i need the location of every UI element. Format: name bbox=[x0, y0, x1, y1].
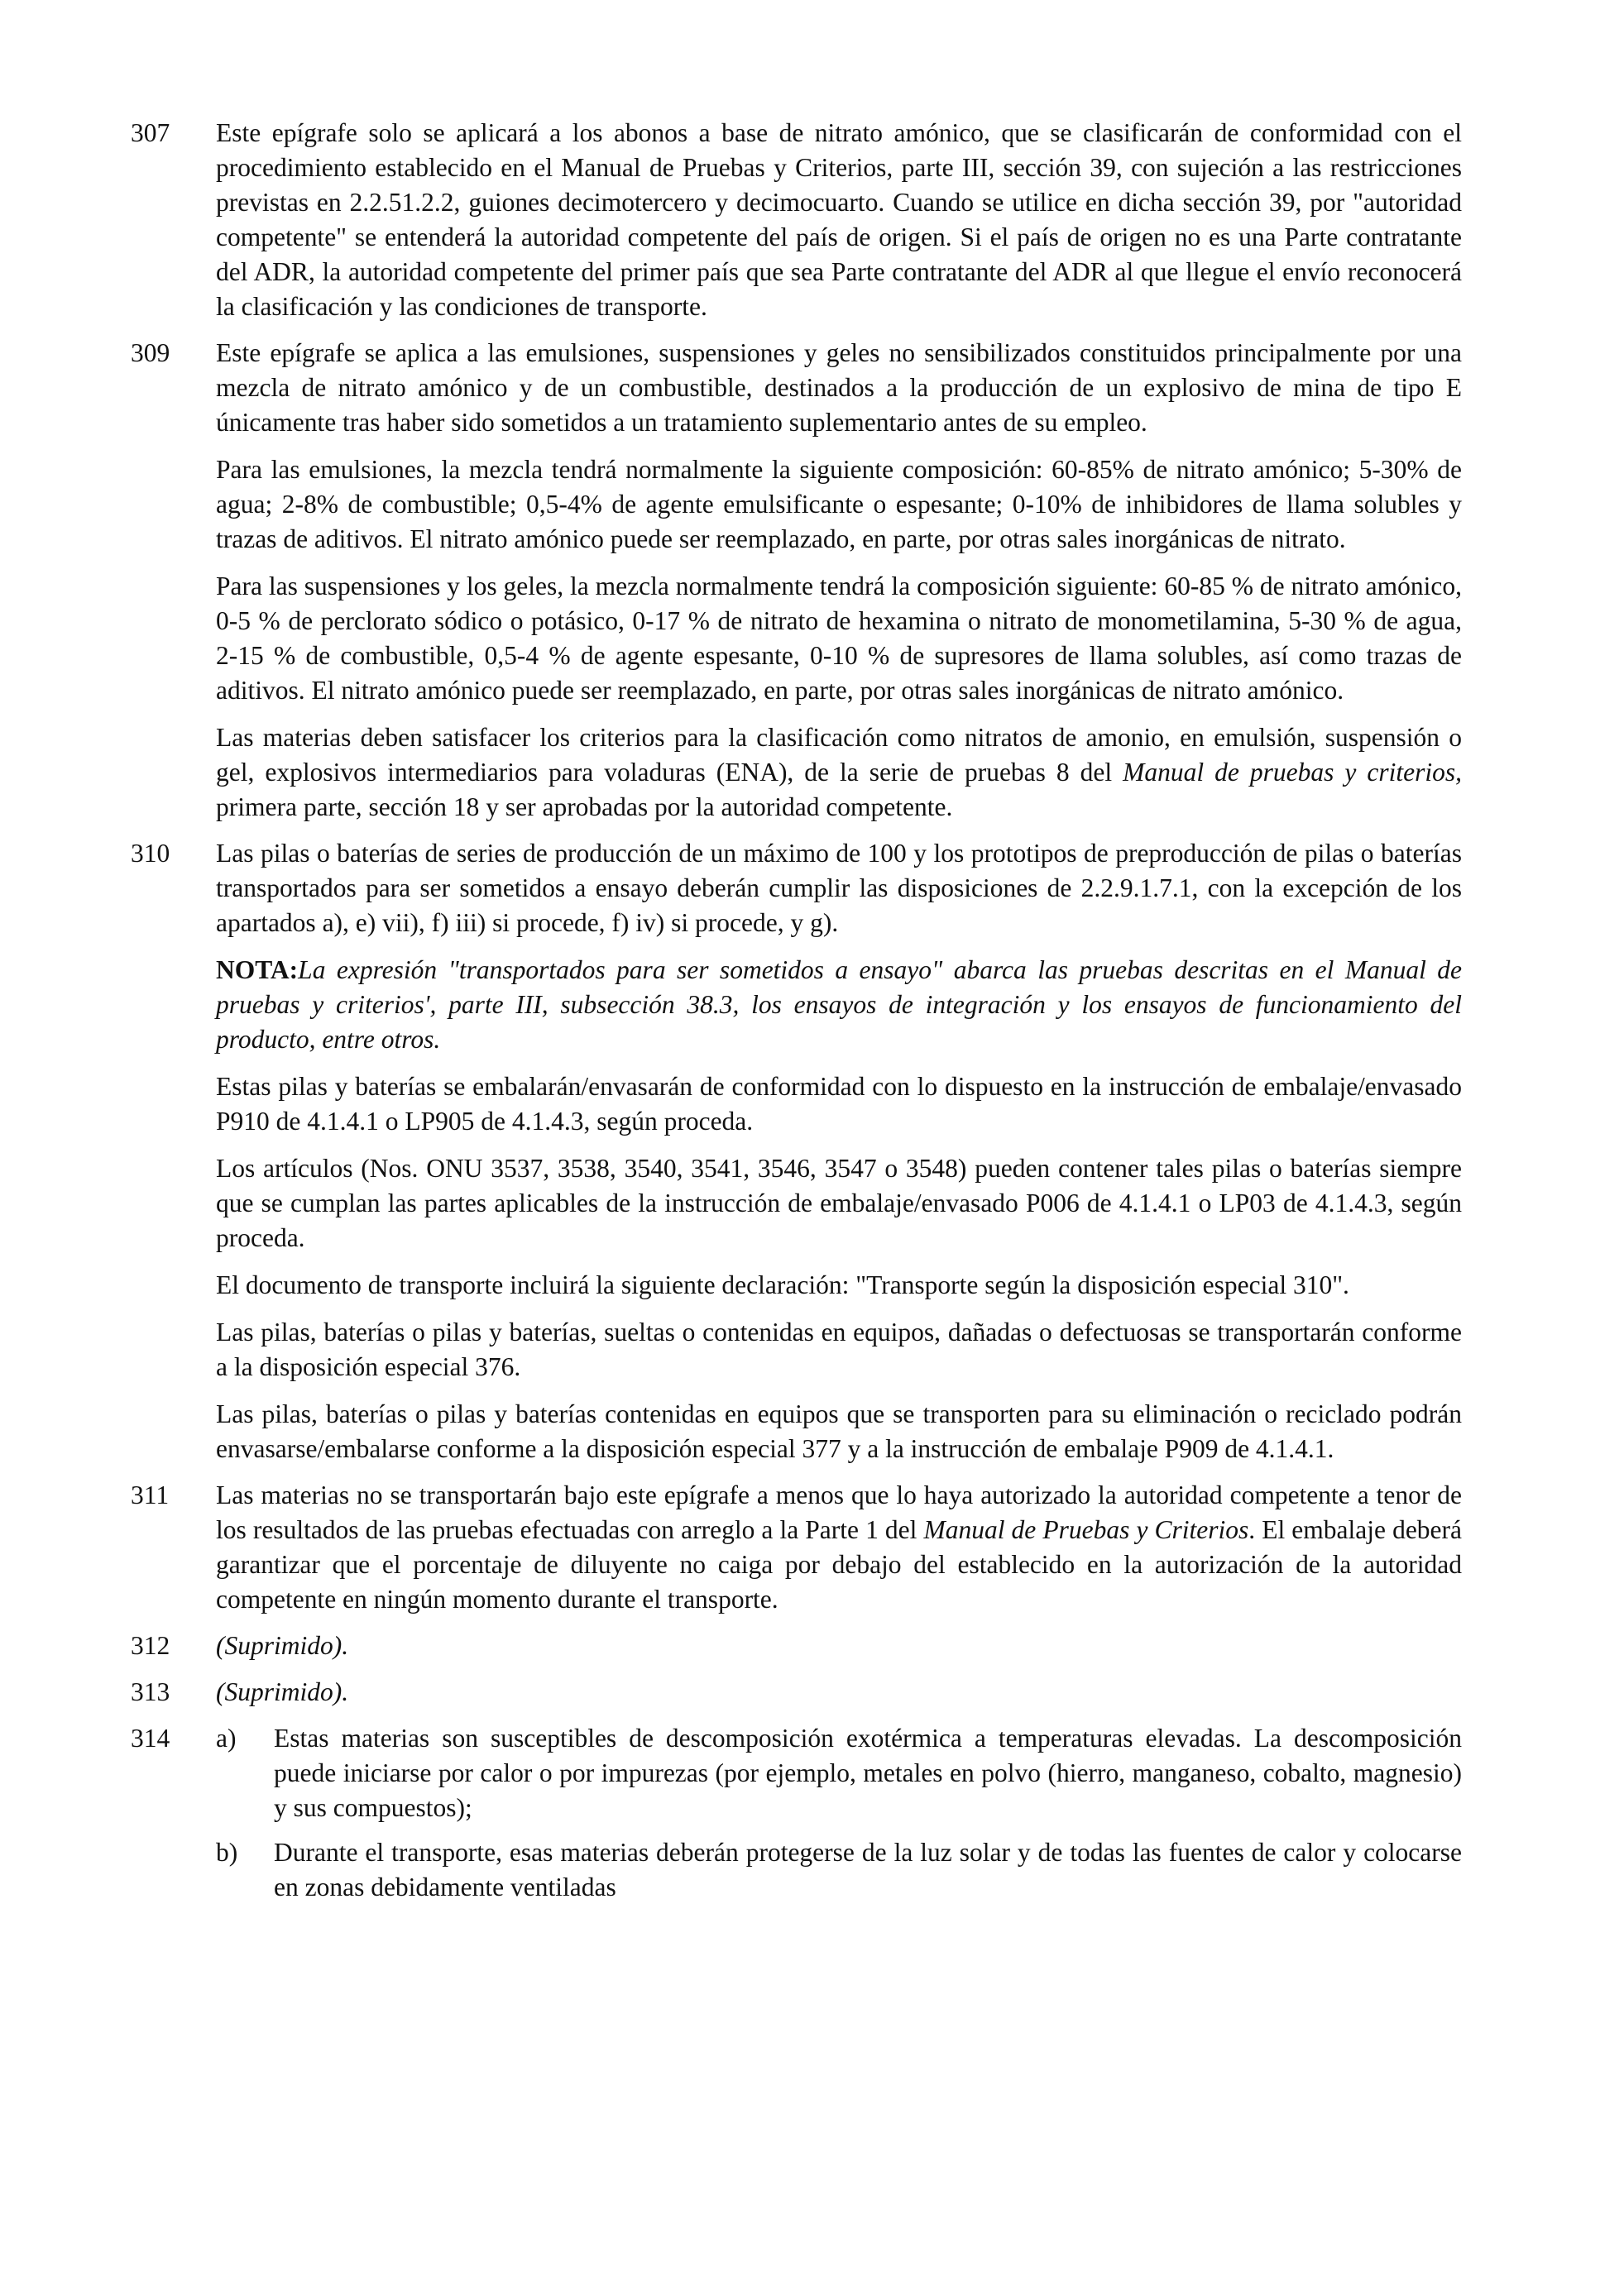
provision-number: 313 bbox=[131, 1677, 170, 1706]
provision-310 bbox=[131, 836, 1462, 1466]
manual-title: Manual de Pruebas y Criterios bbox=[923, 1515, 1249, 1544]
text-run: . El embalaje deberá garantizar que el porcentaje de diluyente no caiga por debajo del establecido en la autorización de la autoridad competente en ningún momento durante el transporte. bbox=[216, 1515, 1463, 1614]
paragraph: Este epígrafe solo se aplicará a los abonos a base de nitrato amónico, que se clasificarán de conformidad con el procedimiento establecido en el Manual de Pruebas y Criterios, parte III, sección 39, con sujeción a las restricciones previstas en 2.2.51.2.2, guiones decimotercero y decimocuarto. Cuando se utilice en dicha sección 39, por "autoridad competente" se entenderá la autoridad competente del país de origen. Si el país de origen no es una Parte contratante del ADR, la autoridad competente del primer país que sea Parte contratante del ADR al que llegue el envío reconocerá la clasificación y las condiciones de transporte. bbox=[216, 118, 1462, 321]
provision-313 bbox=[131, 1675, 1462, 1710]
subitem-label: a) bbox=[216, 1724, 237, 1753]
provision-number: 307 bbox=[131, 118, 170, 147]
provision-312 bbox=[131, 1629, 1462, 1663]
paragraph bbox=[216, 1478, 1462, 1617]
provision-number: 310 bbox=[131, 839, 170, 868]
text-run: Las materias no se transportarán bajo este epígrafe a menos que lo haya autorizado la autoridad competente a tenor de los resultados de las pruebas efectuadas con arreglo a la Parte 1 del bbox=[216, 1480, 1462, 1544]
paragraph: Las pilas o baterías de series de producción de un máximo de 100 y los prototipos de preproducción de pilas o baterías transportados para ser sometidos a ensayo deberán cumplir las disposiciones de 2.2.9.1.7.1, con la excepción de los apartados a), e) vii), f) iii) si procede, f) iv) si procede, y g). bbox=[216, 839, 1462, 937]
paragraph: Las pilas, baterías o pilas y baterías contenidas en equipos que se transporten para su eliminación o reciclado podrán envasarse/embalarse conforme a la disposición especial 377 y a la instrucción de embalaje P909 de 4.1.4.1. bbox=[216, 1399, 1462, 1463]
subitem-b bbox=[216, 1835, 1462, 1905]
subitem-label: b) bbox=[216, 1838, 238, 1867]
deleted-text: (Suprimido). bbox=[216, 1677, 349, 1706]
provision-309 bbox=[131, 336, 1462, 825]
paragraph: Las pilas, baterías o pilas y baterías, sueltas o contenidas en equipos, dañadas o defectuosas se transportarán conforme a la disposición especial 376. bbox=[216, 1318, 1462, 1381]
provision-314 bbox=[131, 1721, 1462, 1915]
subitem-text: Durante el transporte, esas materias deberán protegerse de la luz solar y de todas las fuentes de calor y colocarse en zonas debidamente ventiladas bbox=[274, 1838, 1462, 1901]
paragraph: Este epígrafe se aplica a las emulsiones, suspensiones y geles no sensibilizados constituidos principalmente por una mezcla de nitrato amónico y de un combustible, destinados a la producción de un explosivo de mina de tipo E únicamente tras haber sido sometidos a un tratamiento suplementario antes de su empleo. bbox=[216, 338, 1462, 437]
provision-number: 309 bbox=[131, 338, 170, 367]
provision-number: 312 bbox=[131, 1631, 170, 1660]
deleted-text: (Suprimido). bbox=[216, 1631, 349, 1660]
provision-body bbox=[216, 1629, 1462, 1663]
paragraph: Estas pilas y baterías se embalarán/envasarán de conformidad con lo dispuesto en la instrucción de embalaje/envasado P910 de 4.1.4.1 o LP905 de 4.1.4.3, según proceda. bbox=[216, 1072, 1462, 1136]
provision-number: 311 bbox=[131, 1480, 170, 1509]
text-run: primera parte, sección 18 y ser aprobadas por la autoridad competente. bbox=[216, 792, 953, 821]
note-text: La expresión "transportados para ser sometidos a ensayo" abarca las pruebas descritas en el Manual de pruebas y criterios', parte III, subsección 38.3, los ensayos de integración y los ensayos de funcionamiento del producto, entre otros. bbox=[216, 955, 1462, 1054]
note bbox=[216, 953, 1462, 1057]
provision-body bbox=[216, 1721, 1462, 1915]
provision-311 bbox=[131, 1478, 1462, 1617]
paragraph: Los artículos (Nos. ONU 3537, 3538, 3540, 3541, 3546, 3547 o 3548) pueden contener tales pilas o baterías siempre que se cumplan las partes aplicables de la instrucción de embalaje/envasado P006 de 4.1.4.1 o LP03 de 4.1.4.3, según proceda. bbox=[216, 1154, 1462, 1252]
provision-body bbox=[216, 336, 1462, 825]
paragraph bbox=[216, 720, 1462, 825]
provision-body bbox=[216, 1675, 1462, 1710]
provision-number: 314 bbox=[131, 1724, 170, 1753]
subitem-text: Estas materias son susceptibles de descomposición exotérmica a temperaturas elevadas. La descomposición puede iniciarse por calor o por impurezas (por ejemplo, metales en polvo (hierro, manganeso, cobalto, magnesio) y sus compuestos); bbox=[274, 1724, 1462, 1822]
text-run: Las materias deben satisfacer los criterios para la clasificación como nitratos de amonio, en emulsión, suspensión o gel, explosivos intermediarios para voladuras (ENA), de la serie de pruebas 8 del bbox=[216, 723, 1462, 787]
provision-307 bbox=[131, 116, 1462, 324]
provision-body bbox=[216, 1478, 1462, 1617]
paragraph: Para las emulsiones, la mezcla tendrá normalmente la siguiente composición: 60-85% de nitrato amónico; 5-30% de agua; 2-8% de combustible; 0,5-4% de agente emulsificante o espesante; 0-10% de inhibidores de llama solubles y trazas de aditivos. El nitrato amónico puede ser reemplazado, en parte, por otras sales inorgánicas de nitrato. bbox=[216, 455, 1462, 553]
note-label: NOTA: bbox=[216, 955, 299, 984]
manual-title: Manual de pruebas y criterios, bbox=[1123, 758, 1462, 787]
provision-body bbox=[216, 836, 1462, 1466]
subitem-a bbox=[216, 1721, 1462, 1825]
paragraph: El documento de transporte incluirá la siguiente declaración: "Transporte según la disposición especial 310". bbox=[216, 1270, 1349, 1299]
paragraph: Para las suspensiones y los geles, la mezcla normalmente tendrá la composición siguiente: 60-85 % de nitrato amónico, 0-5 % de perclorato sódico o potásico, 0-17 % de nitrato de hexamina o nitrato de monometilamina, 5-30 % de agua, 2-15 % de combustible, 0,5-4 % de agente espesante, 0-10 % de supresores de llama solubles, así como trazas de aditivos. El nitrato amónico puede ser reemplazado, en parte, por otras sales inorgánicas de nitrato amónico. bbox=[216, 572, 1462, 705]
provision-body bbox=[216, 116, 1462, 324]
